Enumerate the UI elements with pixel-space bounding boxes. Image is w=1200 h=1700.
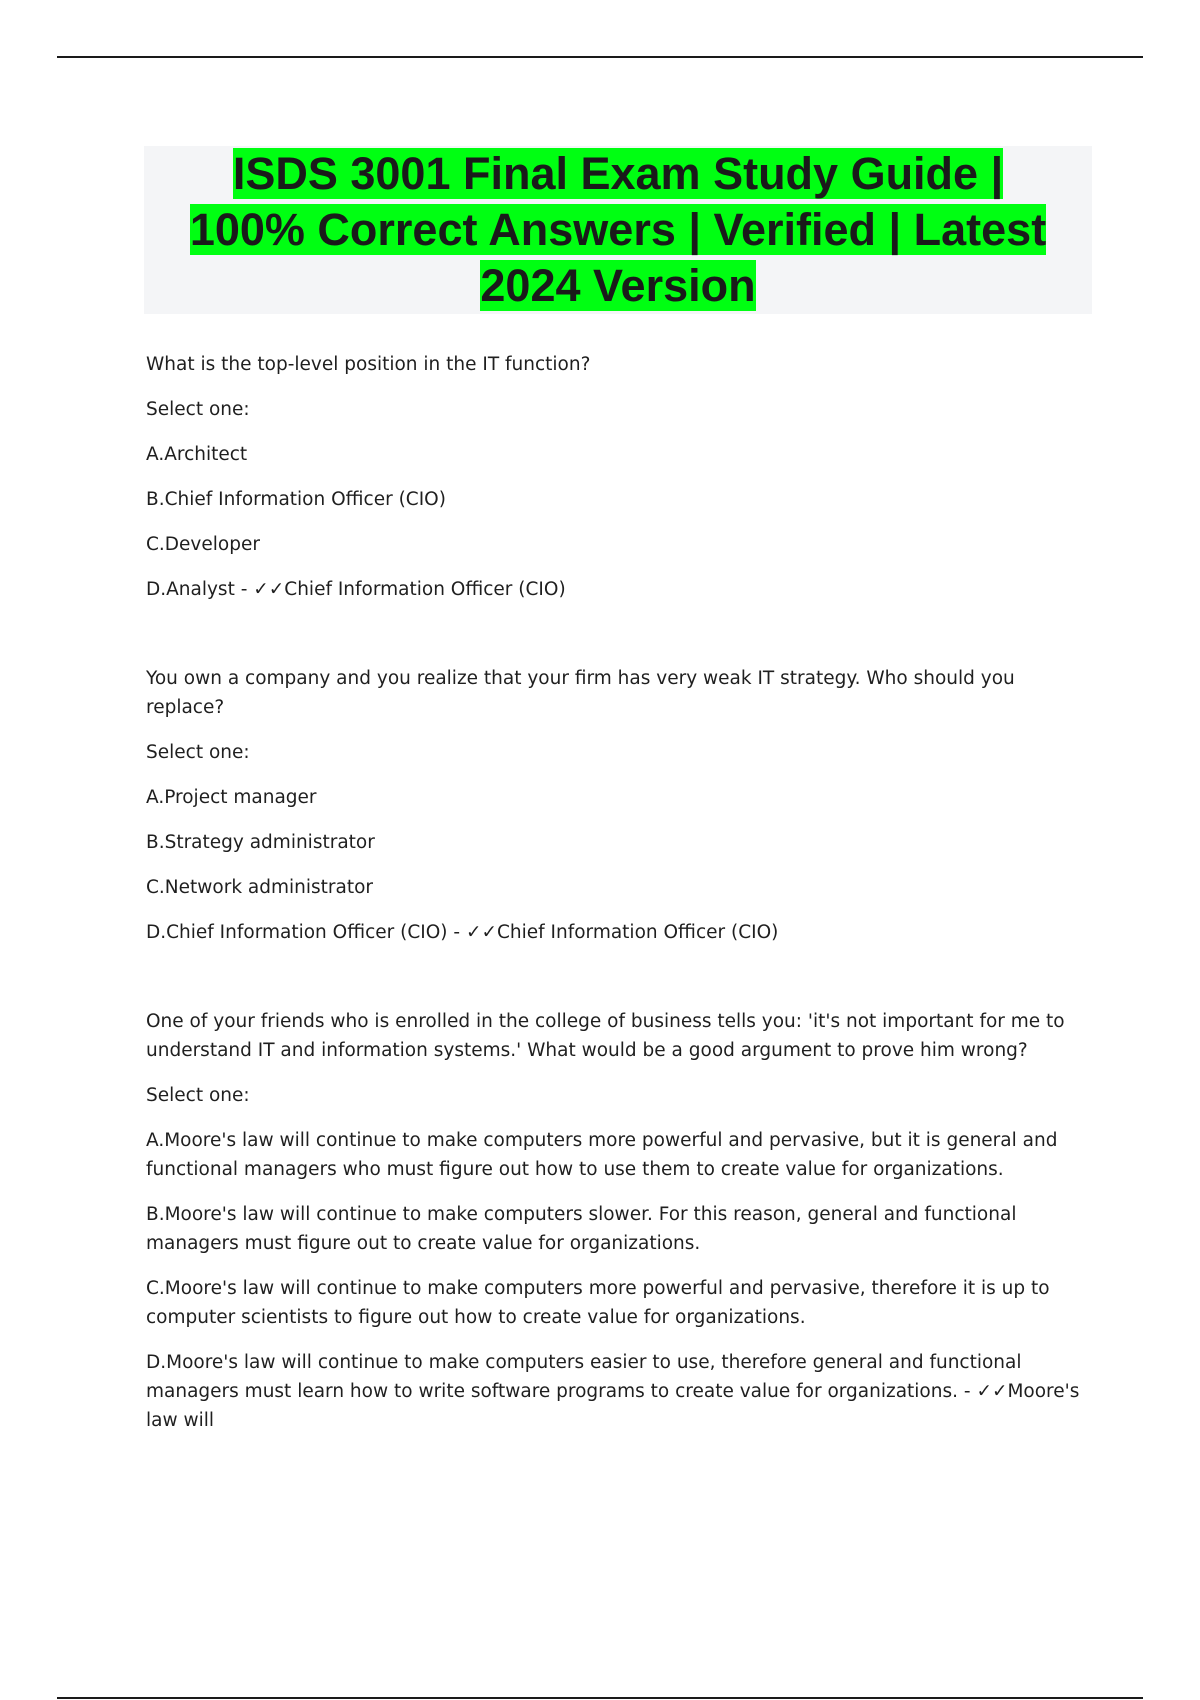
document-title <box>144 146 1092 314</box>
question-text: You own a company and you realize that your firm has very weak IT strategy. Who should you replace? <box>146 668 1015 718</box>
title-line-1: ISDS 3001 Final Exam Study Guide | <box>232 148 1004 199</box>
option-d-with-answer: D.Chief Information Officer (CIO) - ✓✓Chief Information Officer (CIO) <box>146 922 779 943</box>
option-d: D.Moore's law will continue to make computers easier to use, therefore general and functional managers must learn how to write software programs to create value for organizations. <box>146 1352 1022 1402</box>
option-a: A.Architect <box>146 444 248 465</box>
checkmark-icon: ✓✓ <box>465 922 497 943</box>
option-d: D.Analyst <box>146 579 235 600</box>
question-block-3 <box>146 1007 1096 1435</box>
select-label: Select one: <box>146 399 250 420</box>
bottom-divider <box>57 1697 1143 1699</box>
question-text: One of your friends who is enrolled in the college of business tells you: 'it's not important for me to understand IT and information systems.' What would be a good argument to prove him wrong? <box>146 1011 1065 1061</box>
document-body <box>146 350 1096 1451</box>
option-d-with-answer: D.Analyst - ✓✓Chief Information Officer (CIO) <box>146 579 566 600</box>
title-line-2: 100% Correct Answers | Verified | Latest <box>189 204 1047 255</box>
option-c: C.Network administrator <box>146 877 374 898</box>
select-label: Select one: <box>146 742 250 763</box>
option-a: A.Moore's law will continue to make computers more powerful and pervasive, but it is general and functional managers who must figure out how to use them to create value for organizations. <box>146 1130 1058 1180</box>
option-b: B.Strategy administrator <box>146 832 375 853</box>
option-d: D.Chief Information Officer (CIO) <box>146 922 448 943</box>
question-text: What is the top-level position in the IT function? <box>146 354 591 375</box>
top-divider <box>57 56 1143 58</box>
option-b: B.Moore's law will continue to make computers slower. For this reason, general and functional managers must figure out to create value for organizations. <box>146 1204 1017 1254</box>
checkmark-icon: ✓✓ <box>976 1381 1008 1402</box>
select-label: Select one: <box>146 1085 250 1106</box>
option-c: C.Developer <box>146 534 260 555</box>
option-d-with-answer: D.Moore's law will continue to make computers easier to use, therefore general and functional managers must learn how to write software programs to create value for organizations. - ✓✓Moore's law will <box>146 1352 1080 1431</box>
option-a: A.Project manager <box>146 787 317 808</box>
answer-text: Chief Information Officer (CIO) <box>284 579 566 600</box>
title-banner <box>144 146 1092 314</box>
option-b: B.Chief Information Officer (CIO) <box>146 489 446 510</box>
question-block-1 <box>146 350 1096 604</box>
checkmark-icon: ✓✓ <box>253 579 285 600</box>
answer-text: Chief Information Officer (CIO) <box>496 922 779 943</box>
option-c: C.Moore's law will continue to make computers more powerful and pervasive, therefore it is up to computer scientists to figure out how to create value for organizations. <box>146 1278 1050 1328</box>
question-block-2 <box>146 664 1096 947</box>
title-line-3: 2024 Version <box>480 260 756 311</box>
answer-text: Moore's law will <box>146 1381 1080 1431</box>
